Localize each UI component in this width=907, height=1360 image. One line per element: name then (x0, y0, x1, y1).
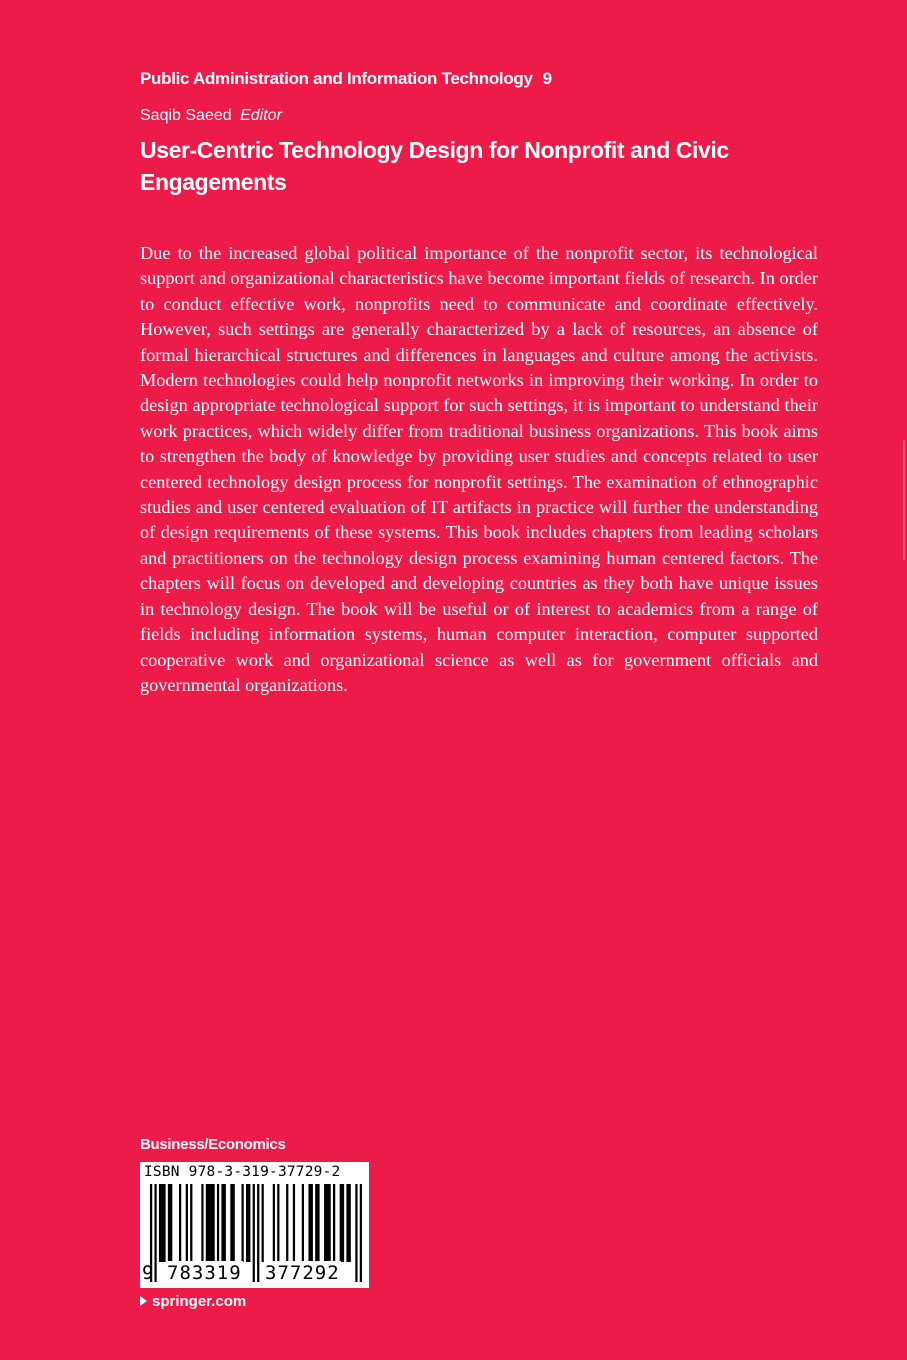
barcode-digit-first: 9 (142, 1262, 154, 1284)
barcode-bar (217, 1184, 219, 1262)
series-name: Public Administration and Information Technology (140, 69, 533, 88)
barcode-bar (346, 1184, 350, 1262)
arrow-right-icon (140, 1296, 147, 1306)
barcode-bar (262, 1184, 264, 1262)
barcode-bar (246, 1184, 250, 1262)
subject-category: Business/Economics (140, 1136, 286, 1153)
barcode-bar (241, 1184, 243, 1262)
isbn-label: ISBN 978-3-319-37729-2 (144, 1164, 341, 1180)
barcode-bar (308, 1184, 312, 1262)
barcode-bar (179, 1184, 181, 1262)
barcode-bar (186, 1184, 188, 1262)
barcode-bar (201, 1184, 203, 1262)
barcode-bar (159, 1184, 166, 1262)
book-title: User-Centric Technology Design for Nonprofit and Civic Engagements (140, 137, 729, 195)
barcode-bar (206, 1184, 215, 1262)
barcode-bar (230, 1184, 234, 1262)
barcode-digits-right: 377292 (265, 1262, 340, 1284)
editor-role: Editor (240, 107, 282, 124)
series-line (140, 69, 552, 89)
edge-artifact (903, 440, 905, 560)
barcode-bar (168, 1184, 172, 1262)
barcode-digits-left: 783319 (167, 1262, 242, 1284)
barcode-bar (324, 1184, 331, 1262)
barcode-bar (190, 1184, 192, 1262)
book-description: Due to the increased global political importance of the nonprofit sector, its technological support and organizational characteristics have become important fields of research. In order to conduct effective work, nonprofits need to communicate and coordinate effectively. However, such settings are generally characterized by a lack of resources, an absence of formal hierarchical structures and differences in languages and culture among the activists. Modern technologies could help nonprofit networks in improving their working. In order to design appropriate technological support for such settings, it is important to understand their work practices, which widely differ from traditional business organizations. This book aims to strengthen the body of knowledge by providing user studies and concepts related to user centered technology design process for nonprofit settings. The examination of ethnographic studies and user centered evaluation of IT artifacts in practice will further the understanding of design requirements of these systems. This book includes chapters from leading scholars and practitioners on the technology design process examining human centered factors. The chapters will focus on developed and developing countries as they both have unique issues in technology design. The book will be useful or of interest to academics from a range of fields including information systems, human computer interaction, computer supported cooperative work and organizational science as well as for government officials and governmental organizations. (140, 243, 818, 695)
isbn-barcode (140, 1162, 369, 1288)
series-volume: 9 (542, 69, 552, 88)
editor-line (140, 107, 282, 125)
publisher-website-label: springer.com (152, 1293, 247, 1310)
barcode-bar (286, 1184, 288, 1262)
publisher-website[interactable] (140, 1293, 246, 1310)
barcode-bar (293, 1184, 295, 1262)
barcode-bar (340, 1184, 344, 1262)
barcode-bar (273, 1184, 275, 1262)
barcode-bar (277, 1184, 279, 1262)
barcode-bar (221, 1184, 225, 1262)
barcode-digits (140, 1261, 369, 1285)
barcode-bar (333, 1184, 335, 1262)
barcode-bar (315, 1184, 319, 1262)
barcode-bar (302, 1184, 304, 1262)
editor-name: Saqib Saeed (140, 107, 232, 124)
